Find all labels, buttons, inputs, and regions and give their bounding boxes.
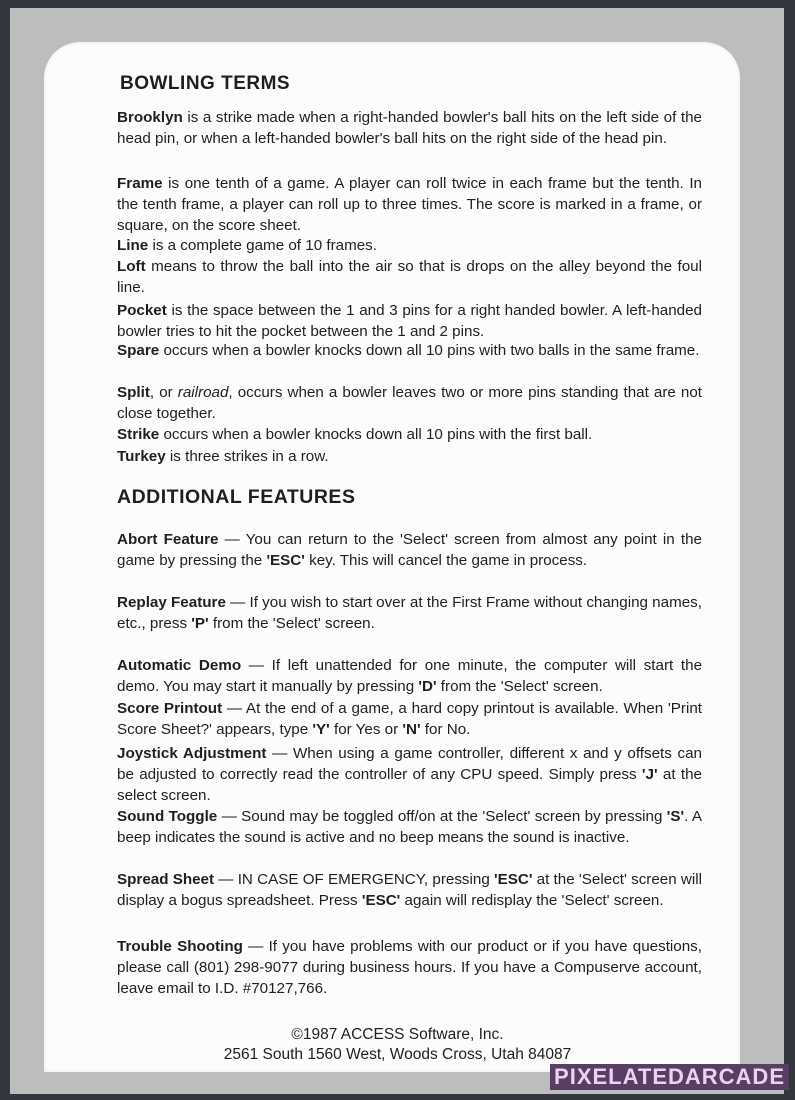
feature-text: — If you have problems with our product or if you have questions, please call (801) 298-9077 during business hours. If you have a Compuserve account, leave email to I.D. #70127,766. (117, 938, 703, 997)
term-frame (117, 173, 702, 236)
feature-sound-toggle (117, 806, 702, 848)
feature-label: Abort Feature (117, 531, 219, 548)
term-label: Loft (117, 258, 146, 275)
term-strike (117, 424, 702, 445)
term-line (117, 235, 702, 256)
term-text: is the space between the 1 and 3 pins for a right handed bowler. A left-handed bowler tries to hit the pocket between the 1 and 2 pins. (117, 302, 702, 340)
feature-label: Spread Sheet (117, 871, 215, 888)
term-text: is a strike made when a right-handed bowler's ball hits on the left side of the head pin, or when a left-handed bowler's ball hits on the right side of the head pin. (117, 109, 702, 147)
term-label: Brooklyn (117, 109, 183, 126)
feature-spread-sheet (117, 869, 702, 911)
term-text: occurs when a bowler knocks down all 10 pins with two balls in the same frame. (159, 342, 700, 359)
key-name: 'J' (641, 766, 658, 783)
feature-label: Automatic Demo (117, 657, 242, 674)
feature-joystick (117, 743, 702, 806)
feature-score-printout (117, 698, 702, 740)
site-watermark: PIXELATEDARCADE (550, 1064, 789, 1090)
key-name: 'S' (666, 808, 685, 825)
feature-text: key. This will cancel the game in process. (304, 552, 588, 569)
term-text: , or (149, 384, 178, 401)
feature-text: for Yes or (329, 721, 403, 738)
feature-trouble-shooting (117, 936, 702, 999)
feature-text: at the select screen. (117, 766, 702, 804)
feature-label: Joystick Adjustment (117, 745, 267, 762)
term-label: Split (117, 384, 150, 401)
term-pocket (117, 300, 702, 342)
key-name: 'ESC' (266, 552, 305, 569)
feature-label: Score Printout (117, 700, 223, 717)
term-turkey (117, 446, 702, 467)
feature-text: — When using a game controller, different x and y offsets can be adjusted to correctly read the controller of any CPU speed. Simply press (117, 745, 702, 783)
key-name: 'D' (418, 678, 437, 695)
term-text: is three strikes in a row. (165, 448, 329, 465)
feature-label: Replay Feature (117, 594, 226, 611)
term-label: Pocket (117, 302, 167, 319)
feature-replay (117, 592, 702, 634)
key-name: 'ESC' (494, 871, 533, 888)
feature-text: from the 'Select' screen. (208, 615, 375, 632)
term-label: Spare (117, 342, 160, 359)
address-line: 2561 South 1560 West, Woods Cross, Utah 84087 (223, 1046, 572, 1063)
feature-text: . A beep indicates the sound is active and no beep means the sound is inactive. (117, 808, 702, 846)
feature-abort (117, 529, 702, 571)
term-italic: railroad (177, 384, 229, 401)
additional-features-heading: ADDITIONAL FEATURES (117, 486, 356, 508)
term-label: Line (117, 237, 149, 254)
term-label: Strike (117, 426, 160, 443)
term-text: is a complete game of 10 frames. (148, 237, 377, 254)
term-spare (117, 340, 702, 361)
feature-text: — IN CASE OF EMERGENCY, pressing (214, 871, 494, 888)
key-name: 'N' (402, 721, 421, 738)
term-text: , occurs when a bowler leaves two or more pins standing that are not close together. (117, 384, 702, 422)
feature-text: — Sound may be toggled off/on at the 'Select' screen by pressing (217, 808, 667, 825)
term-text: means to throw the ball into the air so that is drops on the alley beyond the foul line. (117, 258, 702, 296)
feature-text: from the 'Select' screen. (436, 678, 603, 695)
term-split (117, 382, 702, 424)
term-text: occurs when a bowler knocks down all 10 pins with the first ball. (159, 426, 593, 443)
feature-text: — If you wish to start over at the First Frame without changing names, etc., press (117, 594, 702, 632)
feature-label: Trouble Shooting (117, 938, 243, 955)
term-brooklyn (117, 107, 702, 149)
feature-text: — You can return to the 'Select' screen from almost any point in the game by pressing the (117, 531, 702, 569)
feature-demo (117, 655, 702, 697)
key-name: 'ESC' (361, 892, 401, 909)
bowling-terms-heading: BOWLING TERMS (120, 73, 291, 94)
term-label: Frame (117, 175, 163, 192)
copyright-line: ©1987 ACCESS Software, Inc. (291, 1026, 504, 1043)
feature-text: — If left unattended for one minute, the computer will start the demo. You may start it manually by pressing (117, 657, 703, 695)
term-text: is one tenth of a game. A player can roll twice in each frame but the tenth. In the tenth frame, a player can roll up to three times. The score is marked in a frame, or square, on the score sheet. (117, 175, 702, 234)
feature-text: again will redisplay the 'Select' screen. (400, 892, 664, 909)
key-name: 'P' (191, 615, 209, 632)
key-name: 'Y' (312, 721, 330, 738)
feature-text: for No. (420, 721, 471, 738)
term-label: Turkey (117, 448, 166, 465)
term-loft (117, 256, 702, 298)
feature-text: at the 'Select' screen will display a bogus spreadsheet. Press (117, 871, 703, 909)
feature-text: — At the end of a game, a hard copy printout is available. When 'Print Score Sheet?' appears, type (117, 700, 702, 738)
feature-label: Sound Toggle (117, 808, 218, 825)
